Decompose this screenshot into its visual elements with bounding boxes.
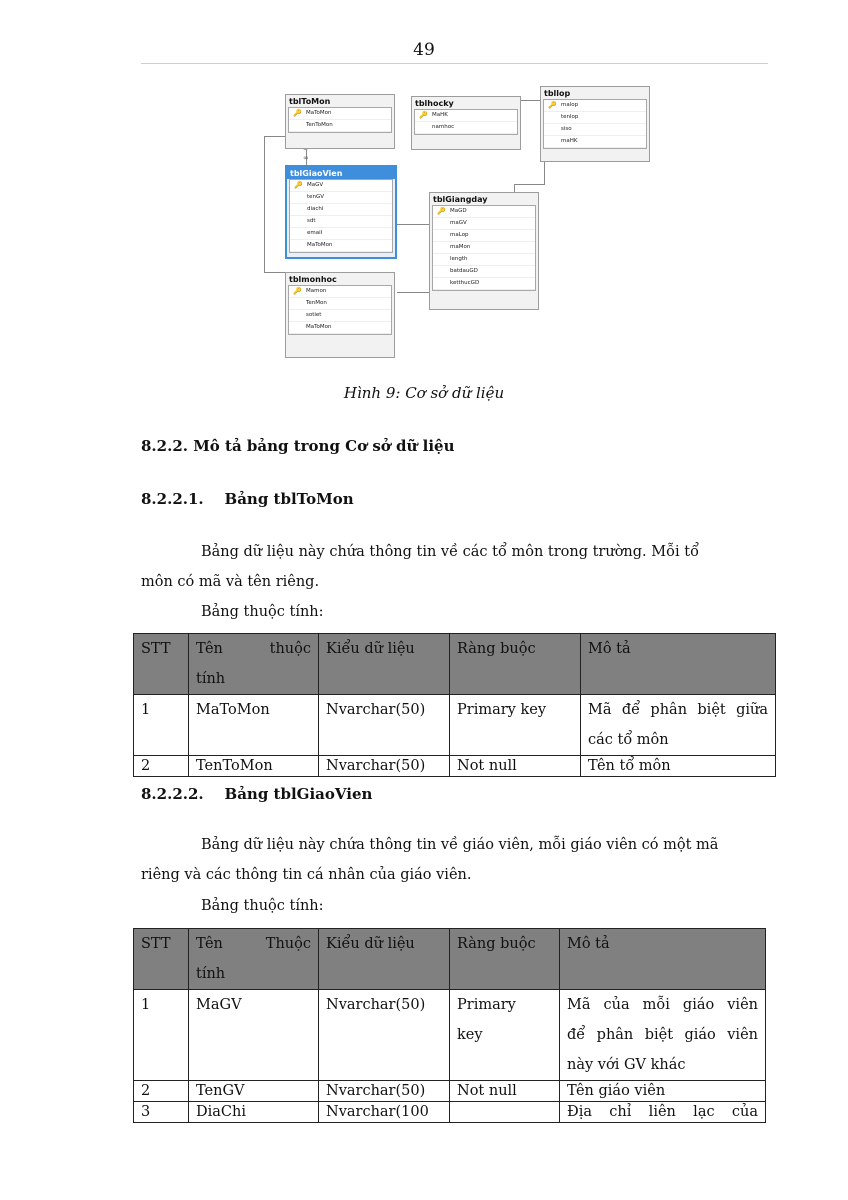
attribute-table-label: Bảng thuộc tính: bbox=[201, 898, 324, 914]
header-constraint: Ràng buộc bbox=[450, 634, 581, 695]
er-field: tenlop bbox=[544, 112, 646, 124]
er-field: 🔑 MaGD bbox=[433, 206, 535, 218]
connector-monhoc-giangday bbox=[397, 292, 429, 293]
connector-tomon-monhoc bbox=[264, 136, 265, 272]
header-name: Tên thuộc tính bbox=[189, 634, 319, 695]
header-rule bbox=[141, 63, 768, 64]
er-field: ketthucGD bbox=[433, 278, 535, 290]
er-table-tblmonhoc bbox=[285, 272, 395, 358]
page-number: 49 bbox=[413, 40, 435, 60]
connector-giaovien-giangday bbox=[397, 224, 429, 225]
section-number: 8.2.2.2. bbox=[141, 785, 204, 803]
section-title: Bảng tblGiaoVien bbox=[224, 785, 373, 803]
table-row: 3 DiaChi Nvarchar(100 Địa chỉ liên lạc của bbox=[134, 1102, 766, 1123]
er-field: maLop bbox=[433, 230, 535, 242]
er-field: MaToMon bbox=[290, 240, 392, 252]
er-table-tblhocky bbox=[411, 96, 521, 150]
er-field: sdt bbox=[290, 216, 392, 228]
er-field: maHK bbox=[544, 136, 646, 148]
primary-key-icon: 🔑 bbox=[293, 109, 302, 117]
primary-key-icon: 🔑 bbox=[419, 111, 428, 119]
er-field: siso bbox=[544, 124, 646, 136]
header-constraint: Ràng buộc bbox=[450, 929, 560, 990]
connector-lop-giangday-h bbox=[514, 184, 545, 185]
er-field: MaToMon bbox=[289, 322, 391, 334]
er-field: 🔑 Mamon bbox=[289, 286, 391, 298]
er-field: namhoc bbox=[415, 122, 517, 134]
er-table-title: tblToMon bbox=[289, 97, 331, 106]
section-title: Bảng tblToMon bbox=[224, 490, 354, 508]
section-heading-8-2-2: 8.2.2. Mô tả bảng trong Cơ sở dữ liệu bbox=[141, 437, 455, 455]
figure-caption: Hình 9: Cơ sở dữ liệu bbox=[343, 384, 505, 402]
er-field: diachi bbox=[290, 204, 392, 216]
er-field: 🔑 MaHK bbox=[415, 110, 517, 122]
section-heading-8-2-2-1 bbox=[141, 490, 354, 508]
er-table-title: tblGiangday bbox=[433, 195, 488, 204]
table-header-row bbox=[134, 634, 776, 695]
section-heading-8-2-2-2 bbox=[141, 785, 372, 803]
table-row: 1 MaToMon Nvarchar(50) Primary key Mã để phân biệt giữa các tổ môn bbox=[134, 695, 776, 756]
header-stt: STT bbox=[134, 634, 189, 695]
er-field: email bbox=[290, 228, 392, 240]
connector-tomon-monhoc-bottom bbox=[264, 272, 286, 273]
er-table-title: tblGiaoVien bbox=[287, 167, 395, 179]
er-field: maMon bbox=[433, 242, 535, 254]
er-table-tbllop bbox=[540, 86, 650, 162]
attribute-table-label: Bảng thuộc tính: bbox=[201, 604, 324, 620]
connector-lop-giangday-v bbox=[514, 184, 515, 192]
er-field: TenToMon bbox=[289, 120, 391, 132]
er-table-tblgiaovien bbox=[285, 165, 397, 259]
table-header-row bbox=[134, 929, 766, 990]
er-field: length bbox=[433, 254, 535, 266]
many-end-icon: ∞ bbox=[303, 154, 309, 162]
er-field: 🔑 MaGV bbox=[290, 180, 392, 192]
er-table-tbltomon bbox=[285, 94, 395, 149]
header-type: Kiểu dữ liệu bbox=[319, 634, 450, 695]
er-table-title: tbllop bbox=[544, 89, 571, 98]
header-name: Tên Thuộc tính bbox=[189, 929, 319, 990]
table-row: 2 TenToMon Nvarchar(50) Not null Tên tổ môn bbox=[134, 756, 776, 777]
table-row: 1 MaGV Nvarchar(50) Primary key Mã của mỗi giáo viên để phân biệt giáo viên này với GV khác bbox=[134, 990, 766, 1081]
attribute-table-tblgiaovien bbox=[133, 928, 766, 1123]
primary-key-icon: 🔑 bbox=[293, 287, 302, 295]
header-stt: STT bbox=[134, 929, 189, 990]
connector-lop-giangday bbox=[544, 160, 545, 184]
er-field: TenMon bbox=[289, 298, 391, 310]
er-field: sotiet bbox=[289, 310, 391, 322]
er-field: maGV bbox=[433, 218, 535, 230]
er-table-tblgiangday bbox=[429, 192, 539, 310]
primary-key-icon: 🔑 bbox=[294, 181, 303, 189]
primary-key-icon: 🔑 bbox=[437, 207, 446, 215]
header-desc: Mô tả bbox=[581, 634, 776, 695]
er-field: 🔑 MaToMon bbox=[289, 108, 391, 120]
connector-hocky-lop bbox=[520, 100, 540, 101]
er-field: tenGV bbox=[290, 192, 392, 204]
paragraph-tblgiaovien: Bảng dữ liệu này chứa thông tin về giáo viên, mỗi giáo viên có một mã riêng và các thông tin cá nhân của giáo viên. bbox=[141, 837, 719, 883]
er-field: 🔑 malop bbox=[544, 100, 646, 112]
attribute-table-tbltomon bbox=[133, 633, 776, 777]
er-table-title: tblmonhoc bbox=[289, 275, 337, 284]
connector-tomon-monhoc-top bbox=[264, 136, 285, 137]
primary-key-icon: 🔑 bbox=[548, 101, 557, 109]
section-number: 8.2.2.1. bbox=[141, 490, 204, 508]
table-row: 2 TenGV Nvarchar(50) Not null Tên giáo viên bbox=[134, 1081, 766, 1102]
header-type: Kiểu dữ liệu bbox=[319, 929, 450, 990]
paragraph-tbltomon: Bảng dữ liệu này chứa thông tin về các tổ môn trong trường. Mỗi tổ môn có mã và tên riêng. bbox=[141, 544, 699, 590]
header-desc: Mô tả bbox=[560, 929, 766, 990]
er-field: batdauGD bbox=[433, 266, 535, 278]
er-diagram bbox=[255, 84, 655, 362]
er-table-title: tblhocky bbox=[415, 99, 454, 108]
